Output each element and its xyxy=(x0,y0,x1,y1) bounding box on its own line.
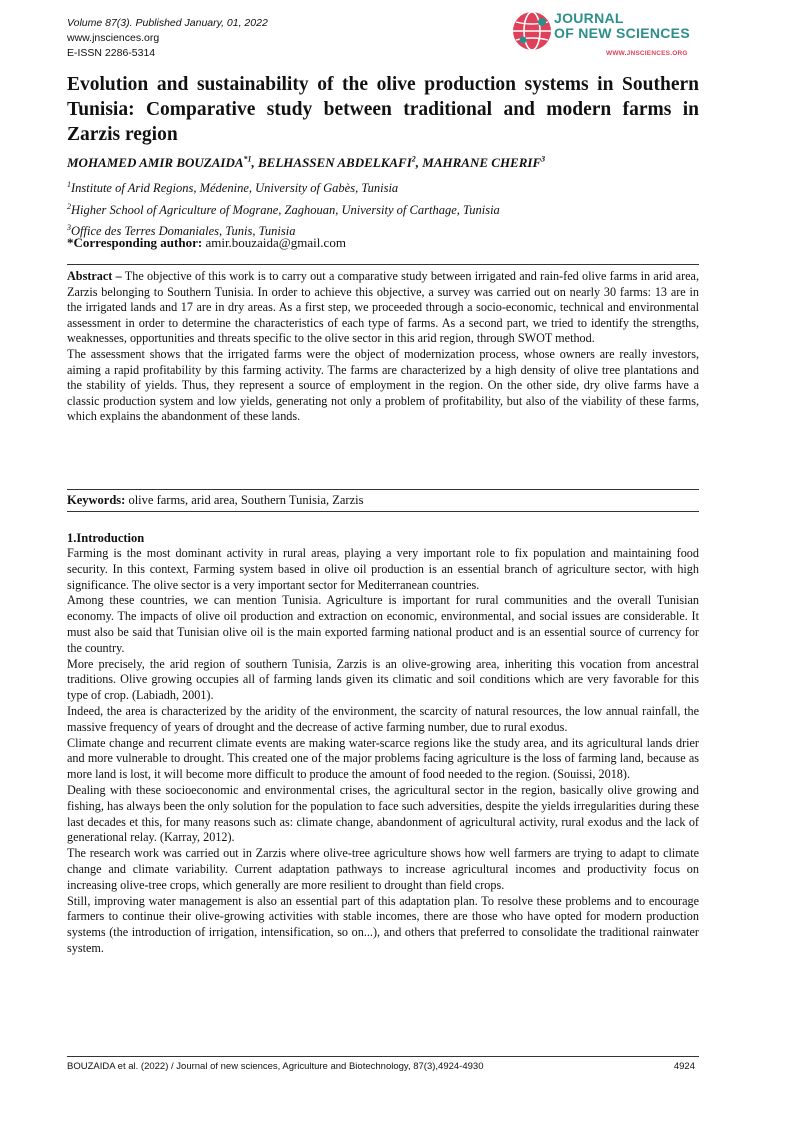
page-footer xyxy=(67,1061,699,1073)
volume-info: Volume 87(3). Published January, 01, 2022 xyxy=(67,17,268,29)
affiliation-2: $^2$Higher School of Agriculture of Mograne, Zaghouan, University of Carthage, Tunisia xyxy=(67,201,500,217)
abstract-label: Abstract – xyxy=(67,269,122,283)
corresponding-author xyxy=(67,234,346,252)
affiliations xyxy=(67,176,500,241)
paragraph: Climate change and recurrent climate events are making water-scarce regions like the study area, and its agricultural lands drier and more vulnerable to drought. This created one of the major problems facing agriculture is the loss of farming land, because as more land is lost, it will become more difficult to produce the amount of food needed to the region. (Souissi, 2018). xyxy=(67,735,699,782)
author-3: MAHRANE CHERIF$^3$ xyxy=(422,155,546,171)
divider xyxy=(67,264,699,265)
paragraph: Dealing with these socioeconomic and environmental crises, the agricultural sector in the region, basically olive growing and fishing, has always been the only solution for the population to face such adversities, despite the yields irregularities during these last decades et this, for many reasons such as: climate change, abandonment of agricultural activity, rural exodus and the lack of generational relay. (Karray, 2012). xyxy=(67,782,699,845)
logo-url: WWW.JNSCIENCES.ORG xyxy=(606,50,688,57)
issn: E-ISSN 2286-5314 xyxy=(67,47,156,59)
author-2: BELHASSEN ABDELKAFI$^2$, xyxy=(258,155,423,171)
paragraph: More precisely, the arid region of southern Tunisia, Zarzis is an olive-growing area, inheriting this vocation from ancestral traditions. Olive growing occupies all of farming lands given its climatic and soil conditions which are very favorable for this type of crop. (Labiadh, 2001). xyxy=(67,656,699,703)
abstract-paragraph-2: The assessment shows that the irrigated farms were the object of modernization process, whose owners are really investors, aiming a rapid profitability by this farming activity. The farms are characterized by a high density of olive tree plantations and the stability of yields. Thus, they represent a source of employment in the region. On the other side, dry olive farms have a classic production system and low yields, generating not only a problem of profitability, but also of the viability of these farms, which explains the abandonment of these lands. xyxy=(67,346,699,424)
logo-text: JOURNAL OF NEW SCIENCES xyxy=(554,10,690,41)
keywords xyxy=(67,492,363,508)
paragraph: Farming is the most dominant activity in rural areas, playing a very important role to fix population and maintaining food security. In this context, Farming system based in olive oil production is an essential branch of agriculture sector, with high significance. The olive sector is a very important sector for Mediterranean countries. xyxy=(67,546,699,592)
corresponding-email[interactable]: amir.bouzaida@gmail.com xyxy=(205,235,346,250)
introduction-section xyxy=(67,530,699,957)
journal-logo xyxy=(510,8,702,62)
affiliation-1: $^1$Institute of Arid Regions, Médenine, University of Gabès, Tunisia xyxy=(67,180,399,196)
journal-website: www.jnsciences.org xyxy=(67,32,160,44)
corresponding-label: *Corresponding author: xyxy=(67,235,203,250)
section-heading: 1.Introduction xyxy=(67,531,145,545)
divider xyxy=(67,489,699,490)
author-1: MOHAMED AMIR BOUZAIDA$^{*1}$, xyxy=(67,155,259,171)
footer-divider xyxy=(67,1056,699,1057)
abstract-paragraph-1: Abstract – The objective of this work is to carry out a comparative study between irrigated and rain-fed olive farms in arid area, Zarzis belonging to Southern Tunisia. In order to achieve this objective, a survey was carried out on nearly 30 farms: 13 are in the irrigated lands and 17 are in dry areas. As a first step, we proceeded through a socio-economic, technical and environmental assessment in order to determine the characteristics of each type of farms. As a second part, we tried to identify the strengths, weaknesses, opportunities and threats specific to the olive sector in this arid region, through SWOT method. xyxy=(67,269,699,346)
paragraph: Among these countries, we can mention Tunisia. Agriculture is important for rural communities and the overall Tunisian economy. The impacts of olive oil production and extraction on economic, environmental, and social issues are considerable. It must also be said that Tunisian olive oil is the main exported farming national product and is an essential source of currency for the country. xyxy=(67,593,699,655)
abstract xyxy=(67,269,699,425)
journal-header xyxy=(67,16,268,61)
paragraph: Indeed, the area is characterized by the aridity of the environment, the scarcity of natural resources, the low annual rainfall, the massive frequency of years of drought and the decrease of active farming number, due to rural exodus. xyxy=(67,703,699,734)
affiliation-3: $^3$Office des Terres Domaniales, Tunis, Tunisia xyxy=(67,223,296,239)
divider xyxy=(67,511,699,512)
paper-title: Evolution and sustainability of the olive production systems in Southern Tunisia: Comparative study between traditional and modern farms in Zarzis region xyxy=(67,74,699,145)
keywords-label: Keywords: xyxy=(67,493,126,507)
page-number: 4924 xyxy=(673,1061,695,1072)
paragraph: The research work was carried out in Zarzis where olive-tree agriculture shows how well farmers are trying to adapt to climate change and climate variability. Current adaptation pathways to increase agricultural incomes and productivity focus on increasing olive-tree crops, which generally are more resilient to drought than field crops. xyxy=(67,846,699,892)
keywords-text: olive farms, arid area, Southern Tunisia, Zarzis xyxy=(128,493,364,507)
footer-citation: BOUZAIDA et al. (2022) / Journal of new sciences, Agriculture and Biotechnology, 87(3),4924-4930 xyxy=(67,1061,484,1072)
globe-icon xyxy=(512,11,552,51)
author-list xyxy=(67,151,707,172)
paragraph: Still, improving water management is also an essential part of this adaptation plan. To resolve these problems and to encourage farmers to continue their olive-growing activities with stable incomes, there are those who have opted for modern production systems (the introduction of irrigation, intensification, so on...), and others that preferred to consolidate the traditional rainwater system. xyxy=(67,893,699,955)
